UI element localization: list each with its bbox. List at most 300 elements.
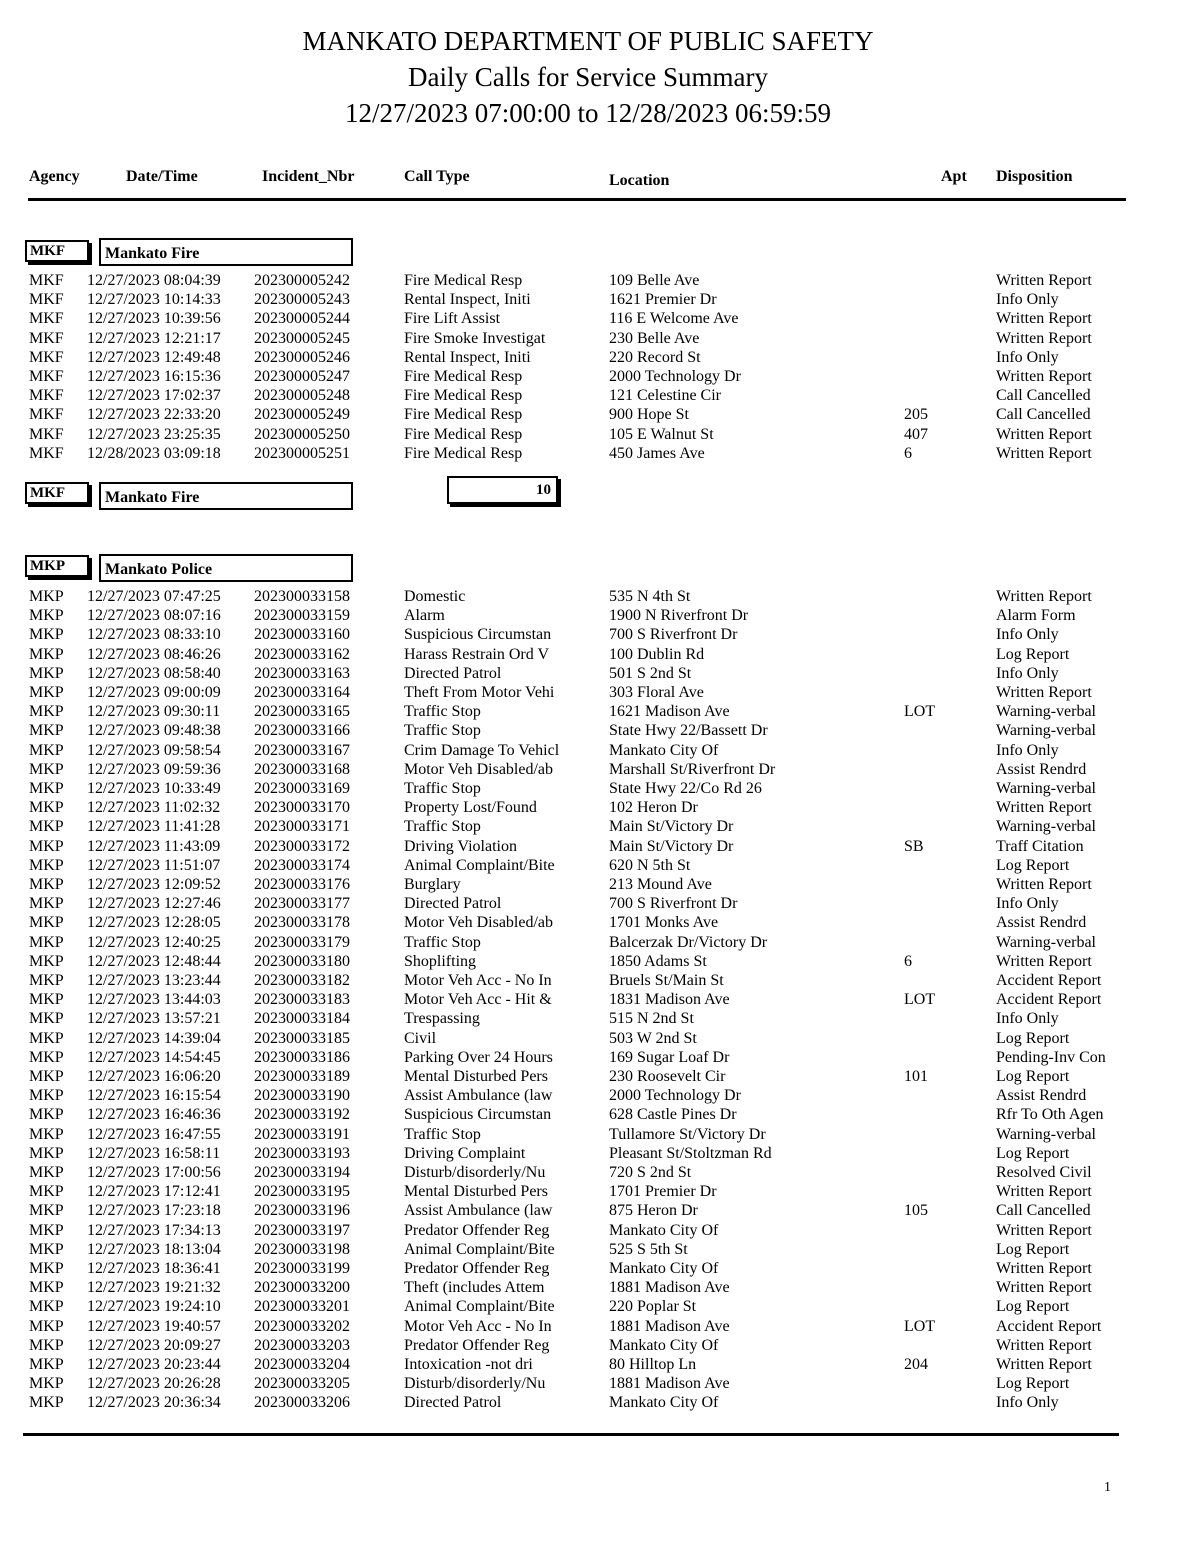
row-datetime: 12/27/2023 16:47:55 xyxy=(87,1125,221,1143)
row-calltype: Motor Veh Acc - No In xyxy=(404,972,552,989)
row-disposition: Written Report xyxy=(996,588,1092,605)
row-incident: 202300033167 xyxy=(254,741,350,759)
table-row xyxy=(0,1144,1200,1163)
row-incident: 202300033200 xyxy=(254,1279,350,1297)
row-agency: MKP xyxy=(29,799,64,817)
row-calltype: Motor Veh Disabled/ab xyxy=(404,760,554,778)
row-apt: 6 xyxy=(904,952,912,970)
table-row xyxy=(0,702,1200,721)
row-agency: MKP xyxy=(29,1029,64,1047)
table-row xyxy=(0,1201,1200,1220)
row-agency: MKP xyxy=(29,684,64,701)
row-datetime: 12/27/2023 12:21:17 xyxy=(87,329,221,347)
table-row xyxy=(0,1067,1200,1086)
row-apt: 6 xyxy=(904,444,912,462)
row-calltype: Fire Medical Resp xyxy=(404,444,523,462)
row-location: 230 Belle Ave xyxy=(609,329,700,347)
table-row xyxy=(0,760,1200,779)
row-agency: MKF xyxy=(29,348,64,366)
fire-footer-agency-name: Mankato Fire xyxy=(99,482,353,510)
row-incident: 202300033171 xyxy=(254,818,350,836)
row-location: State Hwy 22/Bassett Dr xyxy=(609,722,768,740)
row-location: 900 Hope St xyxy=(609,406,689,424)
row-disposition: Traff Citation xyxy=(996,837,1084,855)
row-calltype: Assist Ambulance (law xyxy=(404,1087,553,1105)
table-row xyxy=(0,1259,1200,1278)
row-datetime: 12/27/2023 09:58:54 xyxy=(87,741,221,759)
row-incident: 202300005249 xyxy=(254,406,350,424)
table-row xyxy=(0,309,1200,328)
row-location: 515 N 2nd St xyxy=(609,1010,694,1028)
row-disposition: Log Report xyxy=(996,1298,1070,1316)
row-location: 213 Mound Ave xyxy=(609,876,712,893)
report-title: MANKATO DEPARTMENT OF PUBLIC SAFETY xyxy=(302,26,874,56)
report-subtitle: Daily Calls for Service Summary xyxy=(408,62,768,92)
row-location: State Hwy 22/Co Rd 26 xyxy=(609,780,762,797)
row-location: 121 Celestine Cir xyxy=(609,387,721,405)
row-datetime: 12/27/2023 17:34:13 xyxy=(87,1221,221,1239)
row-incident: 202300033164 xyxy=(254,684,350,701)
row-calltype: Traffic Stop xyxy=(404,818,481,836)
row-agency: MKP xyxy=(29,1125,64,1143)
table-row xyxy=(0,952,1200,971)
row-calltype: Shoplifting xyxy=(404,952,477,970)
row-calltype: Rental Inspect, Initi xyxy=(404,291,531,309)
row-calltype: Traffic Stop xyxy=(404,703,481,721)
row-datetime: 12/27/2023 17:02:37 xyxy=(87,387,221,405)
row-location: 503 W 2nd St xyxy=(609,1029,697,1047)
row-location: 1701 Monks Ave xyxy=(609,914,719,932)
row-incident: 202300033202 xyxy=(254,1317,350,1335)
row-agency: MKP xyxy=(29,722,64,740)
row-location: 2000 Technology Dr xyxy=(609,1087,741,1105)
column-header-incident: Incident_Nbr xyxy=(262,168,355,185)
row-disposition: Log Report xyxy=(996,1029,1070,1047)
row-agency: MKP xyxy=(29,1068,64,1085)
row-incident: 202300033182 xyxy=(254,972,350,989)
row-calltype: Fire Smoke Investigat xyxy=(404,329,546,347)
table-row xyxy=(0,1125,1200,1144)
column-header-datetime: Date/Time xyxy=(126,168,198,185)
row-incident: 202300005250 xyxy=(254,425,350,443)
row-incident: 202300033184 xyxy=(254,1010,350,1028)
row-datetime: 12/27/2023 20:26:28 xyxy=(87,1375,221,1393)
row-calltype: Crim Damage To Vehicl xyxy=(404,741,560,759)
row-disposition: Accident Report xyxy=(996,972,1102,989)
row-calltype: Directed Patrol xyxy=(404,1394,502,1412)
row-location: 100 Dublin Rd xyxy=(609,645,705,663)
row-disposition: Assist Rendrd xyxy=(996,1087,1087,1105)
row-agency: MKP xyxy=(29,1317,64,1335)
row-disposition: Written Report xyxy=(996,876,1092,893)
row-location: 628 Castle Pines Dr xyxy=(609,1106,737,1124)
row-datetime: 12/27/2023 08:04:39 xyxy=(87,272,221,289)
row-datetime: 12/27/2023 09:59:36 xyxy=(87,760,221,778)
table-row xyxy=(0,1009,1200,1028)
row-apt: 204 xyxy=(904,1356,928,1373)
row-datetime: 12/27/2023 12:27:46 xyxy=(87,895,221,913)
row-agency: MKP xyxy=(29,1202,64,1220)
row-calltype: Trespassing xyxy=(404,1010,480,1028)
row-disposition: Log Report xyxy=(996,856,1070,874)
table-row xyxy=(0,271,1200,290)
police-agency-name: Mankato Police xyxy=(99,554,353,582)
row-calltype: Theft (includes Attem xyxy=(404,1279,545,1297)
row-calltype: Burglary xyxy=(404,876,461,893)
row-calltype: Animal Complaint/Bite xyxy=(404,1240,555,1258)
row-agency: MKP xyxy=(29,837,64,855)
row-datetime: 12/27/2023 12:28:05 xyxy=(87,914,221,932)
row-disposition: Log Report xyxy=(996,1068,1070,1085)
column-header-agency: Agency xyxy=(29,168,80,185)
row-agency: MKP xyxy=(29,1260,64,1277)
row-apt: LOT xyxy=(904,703,936,721)
police-agency-code: MKP xyxy=(25,555,89,577)
table-row xyxy=(0,990,1200,1009)
row-calltype: Suspicious Circumstan xyxy=(404,626,552,644)
row-datetime: 12/27/2023 12:40:25 xyxy=(87,933,221,951)
row-agency: MKP xyxy=(29,760,64,778)
row-disposition: Warning-verbal xyxy=(996,722,1096,740)
row-disposition: Call Cancelled xyxy=(996,406,1091,424)
row-incident: 202300005247 xyxy=(254,368,350,385)
row-calltype: Directed Patrol xyxy=(404,895,502,913)
row-agency: MKP xyxy=(29,1221,64,1239)
row-disposition: Written Report xyxy=(996,368,1092,385)
row-agency: MKP xyxy=(29,1048,64,1066)
row-disposition: Info Only xyxy=(996,1010,1059,1028)
row-incident: 202300005246 xyxy=(254,348,350,366)
row-agency: MKP xyxy=(29,972,64,989)
row-disposition: Written Report xyxy=(996,1336,1092,1354)
row-calltype: Fire Medical Resp xyxy=(404,425,523,443)
row-agency: MKP xyxy=(29,914,64,932)
row-datetime: 12/27/2023 14:54:45 xyxy=(87,1048,221,1066)
row-apt: 407 xyxy=(904,425,928,443)
row-incident: 202300033192 xyxy=(254,1106,350,1124)
row-disposition: Warning-verbal xyxy=(996,780,1096,797)
row-agency: MKP xyxy=(29,991,64,1009)
row-incident: 202300033170 xyxy=(254,799,350,817)
row-calltype: Fire Medical Resp xyxy=(404,368,523,385)
row-calltype: Disturb/disorderly/Nu xyxy=(404,1375,546,1393)
row-incident: 202300033201 xyxy=(254,1298,350,1316)
table-row xyxy=(0,444,1200,463)
row-location: Mankato City Of xyxy=(609,1394,719,1412)
table-row xyxy=(0,1221,1200,1240)
row-agency: MKF xyxy=(29,291,64,309)
row-incident: 202300033204 xyxy=(254,1356,350,1373)
table-row xyxy=(0,779,1200,798)
row-location: 1850 Adams St xyxy=(609,952,707,970)
row-calltype: Disturb/disorderly/Nu xyxy=(404,1164,546,1181)
row-datetime: 12/27/2023 22:33:20 xyxy=(87,406,221,424)
row-agency: MKP xyxy=(29,780,64,797)
table-row xyxy=(0,645,1200,664)
row-location: Bruels St/Main St xyxy=(609,972,724,989)
table-row xyxy=(0,587,1200,606)
row-apt: 205 xyxy=(904,406,928,424)
row-agency: MKP xyxy=(29,818,64,836)
row-apt: SB xyxy=(904,837,924,855)
row-disposition: Info Only xyxy=(996,895,1059,913)
row-location: Mankato City Of xyxy=(609,1260,719,1277)
row-location: 720 S 2nd St xyxy=(609,1164,692,1181)
row-agency: MKP xyxy=(29,895,64,913)
row-agency: MKP xyxy=(29,952,64,970)
row-agency: MKP xyxy=(29,645,64,663)
row-incident: 202300005251 xyxy=(254,444,350,462)
row-datetime: 12/27/2023 16:06:20 xyxy=(87,1068,221,1085)
row-datetime: 12/27/2023 19:40:57 xyxy=(87,1317,221,1335)
row-location: 1621 Premier Dr xyxy=(609,291,717,309)
table-row xyxy=(0,1240,1200,1259)
table-row xyxy=(0,1393,1200,1412)
row-disposition: Info Only xyxy=(996,348,1059,366)
row-apt: LOT xyxy=(904,1317,936,1335)
row-datetime: 12/27/2023 12:49:48 xyxy=(87,348,221,366)
table-row xyxy=(0,625,1200,644)
fire-call-count: 10 xyxy=(447,476,558,504)
row-incident: 202300005243 xyxy=(254,291,350,309)
row-incident: 202300033198 xyxy=(254,1240,350,1258)
row-incident: 202300005248 xyxy=(254,387,350,405)
row-incident: 202300033165 xyxy=(254,703,350,721)
row-incident: 202300033168 xyxy=(254,760,350,778)
row-incident: 202300033185 xyxy=(254,1029,350,1047)
row-apt: 105 xyxy=(904,1202,928,1220)
row-calltype: Fire Medical Resp xyxy=(404,406,523,424)
row-agency: MKP xyxy=(29,1087,64,1105)
row-disposition: Rfr To Oth Agen xyxy=(996,1106,1104,1124)
row-datetime: 12/27/2023 08:58:40 xyxy=(87,664,221,682)
row-disposition: Accident Report xyxy=(996,1317,1102,1335)
row-agency: MKP xyxy=(29,626,64,644)
row-location: 1900 N Riverfront Dr xyxy=(609,607,749,625)
row-disposition: Assist Rendrd xyxy=(996,760,1087,778)
row-calltype: Property Lost/Found xyxy=(404,799,537,817)
row-calltype: Theft From Motor Vehi xyxy=(404,684,555,701)
row-location: 2000 Technology Dr xyxy=(609,368,741,385)
row-datetime: 12/27/2023 07:47:25 xyxy=(87,588,221,605)
row-incident: 202300033206 xyxy=(254,1394,350,1412)
row-datetime: 12/27/2023 16:15:54 xyxy=(87,1087,221,1105)
table-row xyxy=(0,367,1200,386)
row-incident: 202300033160 xyxy=(254,626,350,644)
row-disposition: Written Report xyxy=(996,444,1092,462)
column-header-disposition: Disposition xyxy=(996,168,1073,185)
row-datetime: 12/27/2023 16:58:11 xyxy=(87,1144,221,1162)
table-row xyxy=(0,1297,1200,1316)
row-datetime: 12/27/2023 18:36:41 xyxy=(87,1260,221,1277)
row-calltype: Civil xyxy=(404,1029,437,1047)
row-calltype: Motor Veh Acc - Hit & xyxy=(404,991,552,1009)
row-datetime: 12/27/2023 10:39:56 xyxy=(87,310,221,328)
row-datetime: 12/27/2023 10:33:49 xyxy=(87,780,221,797)
row-datetime: 12/27/2023 11:41:28 xyxy=(87,818,221,836)
table-row xyxy=(0,875,1200,894)
row-calltype: Traffic Stop xyxy=(404,722,481,740)
row-location: 105 E Walnut St xyxy=(609,425,714,443)
row-location: Main St/Victory Dr xyxy=(609,837,734,855)
table-row xyxy=(0,329,1200,348)
row-incident: 202300033190 xyxy=(254,1087,350,1105)
row-datetime: 12/27/2023 10:14:33 xyxy=(87,291,221,309)
row-disposition: Warning-verbal xyxy=(996,818,1096,836)
row-datetime: 12/27/2023 13:44:03 xyxy=(87,991,221,1009)
row-location: 535 N 4th St xyxy=(609,588,691,605)
row-agency: MKP xyxy=(29,1240,64,1258)
row-agency: MKP xyxy=(29,1375,64,1393)
row-incident: 202300033174 xyxy=(254,856,350,874)
row-location: 303 Floral Ave xyxy=(609,684,704,701)
row-agency: MKF xyxy=(29,387,64,405)
table-row xyxy=(0,1163,1200,1182)
report-date-range: 12/27/2023 07:00:00 to 12/28/2023 06:59:59 xyxy=(344,98,831,128)
row-calltype: Harass Restrain Ord V xyxy=(404,645,550,663)
row-location: 1701 Premier Dr xyxy=(609,1183,717,1201)
row-incident: 202300033180 xyxy=(254,952,350,970)
table-row xyxy=(0,913,1200,932)
row-calltype: Predator Offender Reg xyxy=(404,1221,550,1239)
row-disposition: Info Only xyxy=(996,664,1059,682)
row-location: Mankato City Of xyxy=(609,1336,719,1354)
row-location: 700 S Riverfront Dr xyxy=(609,626,738,644)
table-row xyxy=(0,290,1200,309)
row-apt: 101 xyxy=(904,1068,928,1085)
row-calltype: Predator Offender Reg xyxy=(404,1336,550,1354)
row-incident: 202300005245 xyxy=(254,329,350,347)
row-calltype: Mental Disturbed Pers xyxy=(404,1068,548,1085)
row-incident: 202300033158 xyxy=(254,588,350,605)
row-location: 501 S 2nd St xyxy=(609,664,692,682)
row-agency: MKP xyxy=(29,741,64,759)
row-calltype: Domestic xyxy=(404,588,466,605)
row-disposition: Warning-verbal xyxy=(996,933,1096,951)
footer-rule xyxy=(23,1433,1119,1436)
row-location: 1831 Madison Ave xyxy=(609,991,730,1009)
table-row xyxy=(0,1278,1200,1297)
row-disposition: Info Only xyxy=(996,741,1059,759)
table-row xyxy=(0,664,1200,683)
table-row xyxy=(0,1029,1200,1048)
table-row xyxy=(0,1336,1200,1355)
row-incident: 202300033199 xyxy=(254,1260,350,1277)
row-agency: MKP xyxy=(29,1298,64,1316)
row-calltype: Rental Inspect, Initi xyxy=(404,348,531,366)
row-location: 620 N 5th St xyxy=(609,856,691,874)
row-location: Pleasant St/Stoltzman Rd xyxy=(609,1144,772,1162)
table-row xyxy=(0,1105,1200,1124)
row-location: 700 S Riverfront Dr xyxy=(609,895,738,913)
row-disposition: Alarm Form xyxy=(996,607,1076,625)
row-agency: MKF xyxy=(29,310,64,328)
row-location: Marshall St/Riverfront Dr xyxy=(609,760,776,778)
row-datetime: 12/27/2023 17:23:18 xyxy=(87,1202,221,1220)
row-location: Tullamore St/Victory Dr xyxy=(609,1125,766,1143)
table-row xyxy=(0,405,1200,424)
row-datetime: 12/27/2023 08:46:26 xyxy=(87,645,221,663)
table-row xyxy=(0,1048,1200,1067)
table-row xyxy=(0,1355,1200,1374)
table-row xyxy=(0,856,1200,875)
row-location: 875 Heron Dr xyxy=(609,1202,698,1220)
row-agency: MKF xyxy=(29,444,64,462)
column-header-calltype: Call Type xyxy=(404,168,470,185)
row-disposition: Written Report xyxy=(996,1356,1092,1373)
row-datetime: 12/27/2023 08:07:16 xyxy=(87,607,221,625)
table-row xyxy=(0,1182,1200,1201)
row-datetime: 12/27/2023 11:51:07 xyxy=(87,856,221,874)
row-datetime: 12/27/2023 09:00:09 xyxy=(87,684,221,701)
row-calltype: Traffic Stop xyxy=(404,780,481,797)
row-calltype: Fire Medical Resp xyxy=(404,272,523,289)
row-calltype: Driving Complaint xyxy=(404,1144,526,1162)
table-row xyxy=(0,894,1200,913)
row-location: 450 James Ave xyxy=(609,444,705,462)
row-incident: 202300005244 xyxy=(254,310,350,328)
row-datetime: 12/27/2023 19:24:10 xyxy=(87,1298,221,1316)
row-agency: MKP xyxy=(29,933,64,951)
row-disposition: Assist Rendrd xyxy=(996,914,1087,932)
row-calltype: Intoxication -not dri xyxy=(404,1356,533,1373)
row-agency: MKP xyxy=(29,1144,64,1162)
row-agency: MKP xyxy=(29,588,64,605)
row-calltype: Animal Complaint/Bite xyxy=(404,856,555,874)
row-disposition: Warning-verbal xyxy=(996,1125,1096,1143)
header-rule xyxy=(28,198,1126,201)
row-datetime: 12/27/2023 17:12:41 xyxy=(87,1183,221,1201)
table-row xyxy=(0,741,1200,760)
row-agency: MKP xyxy=(29,703,64,721)
row-incident: 202300033163 xyxy=(254,664,350,682)
row-disposition: Call Cancelled xyxy=(996,387,1091,405)
page-number: 1 xyxy=(1104,1480,1111,1495)
row-incident: 202300033193 xyxy=(254,1144,350,1162)
table-row xyxy=(0,721,1200,740)
row-agency: MKF xyxy=(29,368,64,385)
row-datetime: 12/27/2023 11:02:32 xyxy=(87,799,221,817)
row-disposition: Log Report xyxy=(996,1240,1070,1258)
table-row xyxy=(0,1374,1200,1393)
row-datetime: 12/27/2023 13:57:21 xyxy=(87,1010,221,1028)
row-agency: MKP xyxy=(29,856,64,874)
row-datetime: 12/27/2023 14:39:04 xyxy=(87,1029,221,1047)
table-row xyxy=(0,348,1200,367)
table-row xyxy=(0,798,1200,817)
table-row xyxy=(0,683,1200,702)
row-calltype: Fire Medical Resp xyxy=(404,387,523,405)
row-calltype: Traffic Stop xyxy=(404,933,481,951)
row-disposition: Written Report xyxy=(996,1183,1092,1201)
row-calltype: Parking Over 24 Hours xyxy=(404,1048,553,1066)
row-disposition: Info Only xyxy=(996,626,1059,644)
row-agency: MKP xyxy=(29,607,64,625)
table-row xyxy=(0,971,1200,990)
row-disposition: Resolved Civil xyxy=(996,1164,1092,1181)
row-datetime: 12/27/2023 19:21:32 xyxy=(87,1279,221,1297)
table-row xyxy=(0,817,1200,836)
row-incident: 202300033186 xyxy=(254,1048,350,1066)
row-calltype: Motor Veh Acc - No In xyxy=(404,1317,552,1335)
row-location: 1621 Madison Ave xyxy=(609,703,730,721)
row-location: 1881 Madison Ave xyxy=(609,1375,730,1393)
row-incident: 202300033191 xyxy=(254,1125,350,1143)
column-header-location: Location xyxy=(609,172,670,189)
row-incident: 202300033178 xyxy=(254,914,350,932)
row-agency: MKP xyxy=(29,1164,64,1181)
row-datetime: 12/27/2023 17:00:56 xyxy=(87,1164,221,1181)
